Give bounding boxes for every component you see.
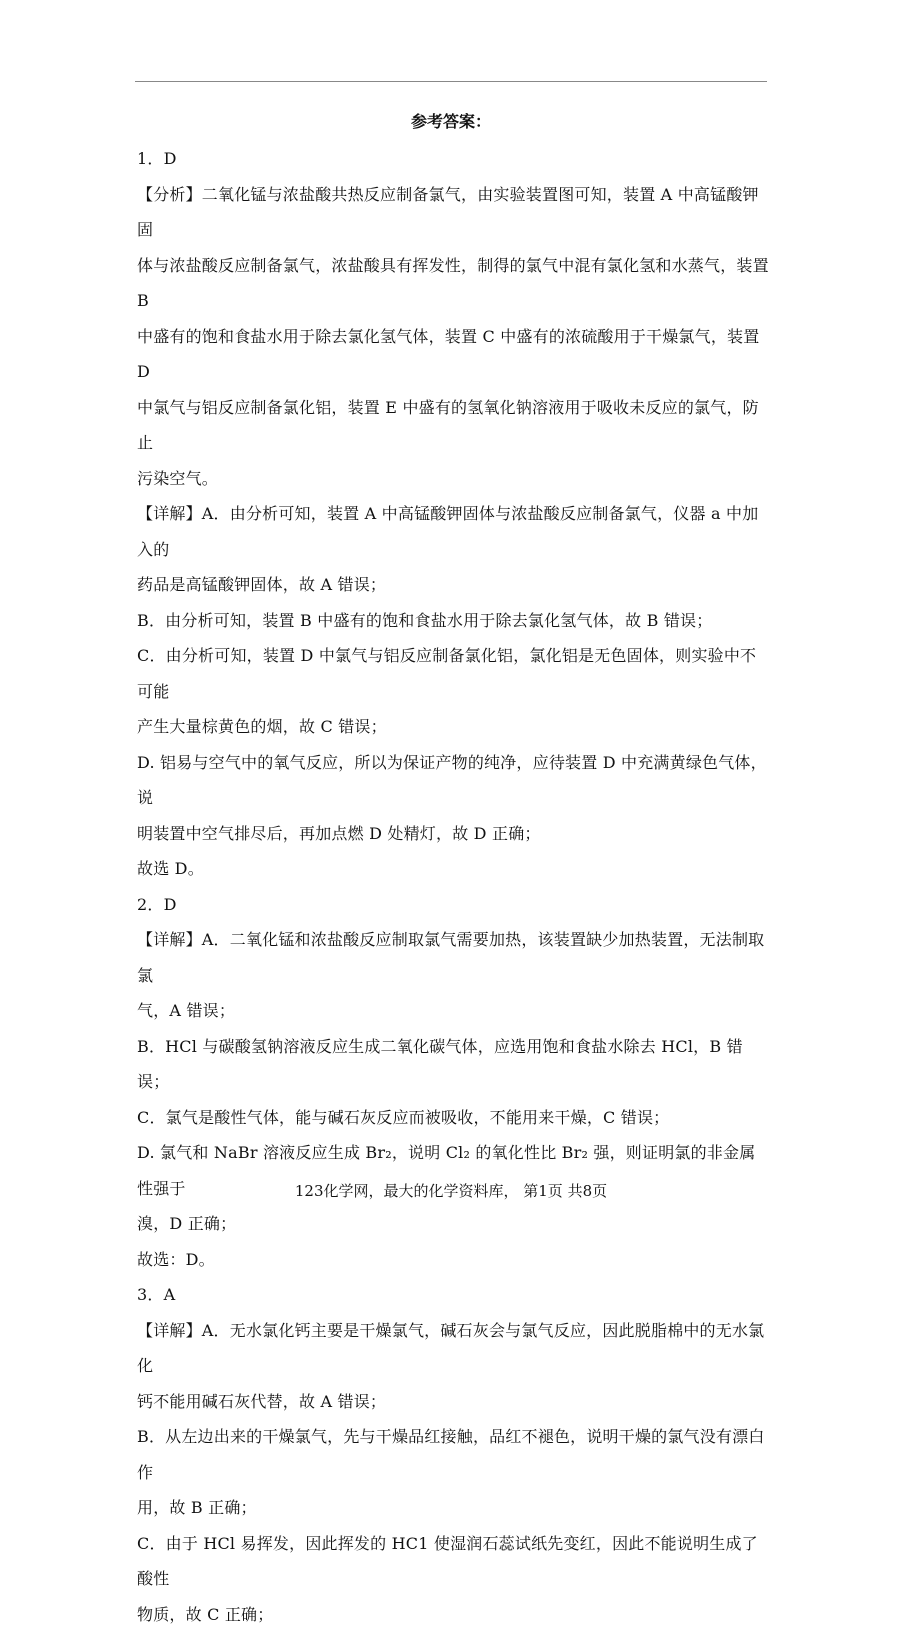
header-rule [135, 81, 767, 82]
answer-line: 3．A [137, 1277, 769, 1313]
answer-line: 溴，D 正确； [137, 1206, 769, 1242]
answer-line: B．从左边出来的干燥氯气，先与干燥品红接触，品红不褪色，说明干燥的氯气没有漂白作 [137, 1419, 769, 1490]
answer-line: 【详解】A．无水氯化钙主要是干燥氯气，碱石灰会与氯气反应，因此脱脂棉中的无水氯化 [137, 1313, 769, 1384]
answer-line: D. 铝易与空气中的氧气反应，所以为保证产物的纯净，应待装置 D 中充满黄绿色气体，说 [137, 745, 769, 816]
answer-line: D. 氯气和 NaBr 溶液反应生成 Br₂，说明 Cl₂ 的氧化性比 Br₂ 强，则证明氯的非金属性强于 [137, 1135, 769, 1206]
answer-line: 用，故 B 正确； [137, 1490, 769, 1526]
answer-line: 产生大量棕黄色的烟，故 C 错误； [137, 709, 769, 745]
answer-line: 药品是高锰酸钾固体，故 A 错误； [137, 567, 769, 603]
answer-line: 【详解】A．二氧化锰和浓盐酸反应制取氯气需要加热，该装置缺少加热装置，无法制取氯 [137, 922, 769, 993]
answer-line: 中盛有的饱和食盐水用于除去氯化氢气体，装置 C 中盛有的浓硫酸用于干燥氯气，装置 D [137, 319, 769, 390]
answer-line: 故选 D。 [137, 851, 769, 887]
page-title: 参考答案： [0, 110, 902, 134]
answer-line: 明装置中空气排尽后，再加点燃 D 处精灯，故 D 正确； [137, 816, 769, 852]
answer-line: 故选：D。 [137, 1242, 769, 1278]
answer-content [137, 141, 769, 1632]
answer-line: 体与浓盐酸反应制备氯气，浓盐酸具有挥发性，制得的氯气中混有氯化氢和水蒸气，装置 B [137, 248, 769, 319]
answer-line: 钙不能用碱石灰代替，故 A 错误； [137, 1384, 769, 1420]
answer-line: C．氯气是酸性气体，能与碱石灰反应而被吸收，不能用来干燥，C 错误； [137, 1100, 769, 1136]
answer-line: 气，A 错误； [137, 993, 769, 1029]
answer-line: C．由于 HCl 易挥发，因此挥发的 HC1 使湿润石蕊试纸先变红，因此不能说明生成了酸性 [137, 1526, 769, 1597]
answer-line: B．由分析可知，装置 B 中盛有的饱和食盐水用于除去氯化氢气体，故 B 错误； [137, 603, 769, 639]
answer-line: 【详解】A．由分析可知，装置 A 中高锰酸钾固体与浓盐酸反应制备氯气，仪器 a 中加入的 [137, 496, 769, 567]
page-footer: 123化学网，最大的化学资料库， 第1页 共8页 [0, 1180, 902, 1202]
answer-line: 污染空气。 [137, 461, 769, 497]
answer-line: C．由分析可知，装置 D 中氯气与铝反应制备氯化铝，氯化铝是无色固体，则实验中不可能 [137, 638, 769, 709]
answer-line: 【分析】二氧化锰与浓盐酸共热反应制备氯气，由实验装置图可知，装置 A 中高锰酸钾固 [137, 177, 769, 248]
answer-line: B．HCl 与碳酸氢钠溶液反应生成二氧化碳气体，应选用饱和食盐水除去 HCl，B 错误； [137, 1029, 769, 1100]
answer-line: 物质，故 C 正确； [137, 1597, 769, 1632]
answer-line: 中氯气与铝反应制备氯化铝，装置 E 中盛有的氢氧化钠溶液用于吸收未反应的氯气，防止 [137, 390, 769, 461]
answer-line: 1．D [137, 141, 769, 177]
answer-line: 2．D [137, 887, 769, 923]
